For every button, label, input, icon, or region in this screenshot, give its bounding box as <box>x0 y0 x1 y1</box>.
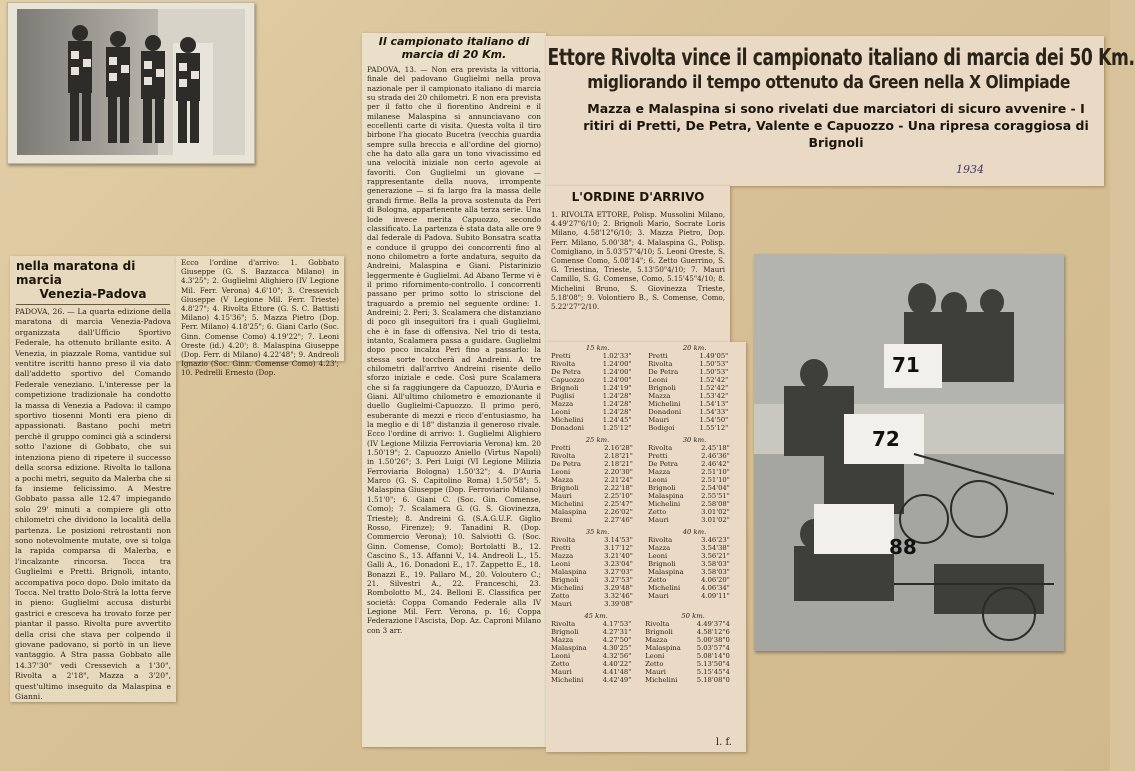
split-time: 3.32'46" <box>604 592 633 600</box>
split-athlete: Malaspina <box>647 568 684 576</box>
handwritten-year: 1934 <box>956 163 984 176</box>
split-row <box>549 676 743 684</box>
split-time: 1.52'42" <box>699 376 729 384</box>
split-athlete: Malaspina <box>551 568 587 576</box>
split-km-label: 15 km. <box>585 344 610 352</box>
split-row <box>549 536 743 544</box>
split-time: 4.40'22" <box>602 660 632 668</box>
split-time: 3.27'53" <box>604 576 633 584</box>
split-athlete: Mazza <box>551 552 574 560</box>
split-athlete: Malaspina <box>551 644 587 652</box>
team-photo-image <box>8 3 254 163</box>
split-athlete: Rivolta <box>647 536 673 544</box>
split-athlete: Leoni <box>647 476 668 484</box>
split-row <box>549 568 743 576</box>
split-time: 3.58'03" <box>701 560 730 568</box>
split-athlete: Mauri <box>551 668 572 676</box>
split-km-label: 20 km. <box>682 344 707 352</box>
split-time: 1.24'28" <box>602 400 632 408</box>
split-time: 1.24'28" <box>602 392 632 400</box>
split-time: 3.46'23" <box>701 536 730 544</box>
team-photo <box>7 2 255 164</box>
split-time: 3.27'03" <box>604 568 633 576</box>
bib-88: 88 <box>889 535 917 559</box>
split-time: 4.17'53" <box>602 620 632 628</box>
split-time: 1.52'42" <box>699 384 729 392</box>
split-time: 2.51'10" <box>701 468 730 476</box>
split-km-label: 30 km. <box>682 436 707 444</box>
split-km-label: 50 km. <box>681 612 705 620</box>
split-athlete: Mauri <box>645 668 666 676</box>
split-time: 1.54'33" <box>699 408 729 416</box>
split-athlete: Rivolta <box>551 452 576 460</box>
split-table <box>549 612 743 684</box>
split-row <box>549 508 743 516</box>
clip-campionato-20km <box>362 33 546 747</box>
split-time: 1.54'50" <box>699 416 729 424</box>
split-athlete: Brignoli <box>645 628 673 636</box>
split-time: 5.13'50"4 <box>696 660 730 668</box>
split-row <box>549 576 743 584</box>
split-athlete: Leoni <box>551 560 571 568</box>
split-row <box>549 460 743 468</box>
split-athlete: De Petra <box>551 368 581 376</box>
split-time: 1.54'13" <box>699 400 729 408</box>
split-row <box>549 668 743 676</box>
split-athlete: Brignoli <box>647 484 676 492</box>
split-row <box>549 584 743 592</box>
split-athlete: Pretti <box>551 544 571 552</box>
race-photo-image <box>754 254 1064 651</box>
split-time: 1.24'19" <box>602 384 632 392</box>
split-athlete: Leoni <box>551 408 571 416</box>
split-time: 1.24'00" <box>602 376 632 384</box>
split-time: 4.42'49" <box>602 676 632 684</box>
split-km-label: 35 km. <box>585 528 610 536</box>
split-athlete: Leoni <box>647 552 668 560</box>
split-time: 3.21'40" <box>604 552 633 560</box>
split-athlete: Brignoli <box>551 384 579 392</box>
split-time: 4.58'12"6 <box>696 628 730 636</box>
split-athlete: Brignoli <box>647 560 676 568</box>
split-athlete: Mazza <box>551 636 574 644</box>
split-athlete: Leoni <box>551 468 571 476</box>
split-athlete: Mazza <box>551 476 574 484</box>
split-row <box>549 660 743 668</box>
split-athlete: Mazza <box>645 636 668 644</box>
split-time: 1.24'28" <box>602 408 632 416</box>
split-time: 2.25'47" <box>604 500 633 508</box>
split-time: 5.08'14"0 <box>696 652 730 660</box>
clip-ordine-50km-title: L'ORDINE D'ARRIVO <box>571 190 705 204</box>
split-athlete: Michelini <box>645 676 678 684</box>
split-athlete: Mauri <box>551 492 572 500</box>
split-athlete: Donadoni <box>551 424 584 432</box>
split-athlete: Leoni <box>551 652 571 660</box>
split-athlete: Malaspina <box>551 508 587 516</box>
split-time: 3.23'04" <box>604 560 633 568</box>
split-time: 4.09'11" <box>701 592 730 600</box>
split-time: 1.02'33" <box>602 352 632 360</box>
split-row <box>549 516 743 524</box>
split-athlete: Michelini <box>647 584 681 592</box>
split-athlete: Malaspina <box>647 492 684 500</box>
split-athlete: Brignoli <box>551 484 579 492</box>
split-athlete: Brignoli <box>551 628 579 636</box>
split-athlete: De Petra <box>647 460 678 468</box>
split-time: 2.20'30" <box>604 468 633 476</box>
clip-maratona-body: PADOVA, 26. — La quarta edizione della maratona di marcia Venezia-Padova organizzata dall'Ufficio Sportivo Federale, ha ottenuto brillante esito. A Venezia, in piazzale Roma, vantidue sul ventitre iscritti hanno preso il via dato dall'addetto sportivo del Comando Federale veneziano. L'interesse per la competizione tradizionale ha condotto la massa di Venezia a Padova: il campo sportivo tiosenni Monti era pieno di appassionati. Bastano pochi metri perchè il gruppo cominci già a scindersi sotto l'azione di Gobbato, che sui intenziona pieno di ripetere il successo della scorsa edizione. Rivolta lo tallona a pochi metri, seguito da Malerba che si fa insieme felicissimo. A Mestre Gobbato passa alle 12.47 impiegando solo 29' minuti a compiere gli otto chilometri che dividono la località della partenza. Le posizioni retrostanti non sono notevolmente mutate, ove si tolga la rapida comparsa di Malerba, e l'incalzante rincorsa. Tocca tra Guglielmi e Pretti. Brignoli, intanto, accompativa poco dopo. Dolo imitato da Tocca. Nel tratto Dolo-Strà la lotta ferve in pieno: Guglielmi accusa disturbi gastrici e cresceva ha trovato forze per piantar il passo. Rivolta pure avvertito della crisi che stava per colpendo il giovane padovano, si portò in un lieve vantaggio. A Stra passa Gobbato alle 14.37'30" vedi Cressevich a 1'30", Rivolta a 2'18", Mazza a 3'20", quest'ultimo inseguito da Malaspina e Gianni. <box>15 307 171 702</box>
split-table <box>549 528 743 608</box>
clip-ordine-maratona-body: Ecco l'ordine d'arrivo: 1. Gobbato Giuseppe (G. S. Bazzacca Milano) in 4.3'25"; 2. Guglielmi Alighiero (IV Legione Mil. Ferr. Verona) 4.6'10"; 3. Cressevich Giuseppe (V Legione Mil. Ferr. Trieste) 4.8'27"; 4. Rivolta Ettore (G. S. C. Battisti Milano) 4.15'36"; 5. Mazza Pietro (Dop. Ferr. Milano) 4.18'25"; 6. Giani Carlo (Soc. Ginn. Comense Como) 4.19'22"; 7. Leoni Oreste (id.) 4.20'; 8. Malaspina Giuseppe (Dop. Ferr. di Milano) 4.22'48"; 9. Andreoli Ignazio (Soc. Ginn. Comense Como) 4.23'; 10. Pedrelli Ernesto (Dop. <box>181 258 339 378</box>
split-row <box>549 408 743 416</box>
split-athlete: Michelini <box>648 400 681 408</box>
split-row <box>549 476 743 484</box>
split-time: 3.39'08" <box>604 600 633 608</box>
split-time: 3.56'21" <box>701 552 730 560</box>
split-time: 3.58'03" <box>701 568 730 576</box>
split-athlete: Rivolta <box>648 360 673 368</box>
split-athlete: Rivolta <box>551 620 576 628</box>
split-km-label: 45 km. <box>584 612 608 620</box>
split-row <box>549 636 743 644</box>
split-athlete: Bremi <box>551 516 572 524</box>
split-time: 5.15'45"4 <box>696 668 730 676</box>
split-athlete: Rivolta <box>645 620 670 628</box>
split-km-label: 40 km. <box>682 528 707 536</box>
split-row <box>549 376 743 384</box>
split-athlete: Leoni <box>645 652 665 660</box>
split-row <box>549 384 743 392</box>
race-photo <box>754 254 1064 651</box>
split-time: 3.01'02" <box>701 516 730 524</box>
split-athlete: Pretti <box>648 352 668 360</box>
split-row <box>549 620 743 628</box>
split-time: 2.25'10" <box>604 492 633 500</box>
split-time: 4.49'37"4 <box>696 620 730 628</box>
clip-50km-subhead: migliorando il tempo ottenuto da Green nella X Olimpiade <box>587 72 1070 93</box>
split-table <box>549 436 743 524</box>
clip-maratona-venezia-padova <box>10 256 176 702</box>
split-athlete: Malaspina <box>645 644 681 652</box>
split-athlete: Zetto <box>551 592 570 600</box>
split-time: 2.16'28" <box>604 444 633 452</box>
split-time: 1.24'00" <box>602 368 632 376</box>
split-row <box>549 468 743 476</box>
split-time: 2.21'24" <box>604 476 633 484</box>
split-time: 2.46'42" <box>701 460 730 468</box>
split-time: 1.50'53" <box>699 368 729 376</box>
split-athlete: Rivolta <box>551 536 576 544</box>
clip-rivolta-50km-headline <box>546 36 1135 186</box>
clip-split-times <box>546 342 746 752</box>
split-athlete: Mazza <box>647 544 671 552</box>
split-row <box>549 352 743 360</box>
split-athlete: Puglisi <box>551 392 575 400</box>
split-km-label: 25 km. <box>585 436 610 444</box>
split-row <box>549 644 743 652</box>
split-athlete: De Petra <box>551 460 581 468</box>
split-row <box>549 652 743 660</box>
split-athlete <box>646 600 699 608</box>
split-row <box>549 544 743 552</box>
split-time: 5.00'38"0 <box>696 636 730 644</box>
split-athlete: De Petra <box>648 368 679 376</box>
split-row <box>549 552 743 560</box>
split-time: 2.27'46" <box>604 516 633 524</box>
split-athlete: Michelini <box>551 584 584 592</box>
split-time: 4.27'50" <box>602 636 632 644</box>
split-time: 1.49'05" <box>699 352 729 360</box>
split-athlete: Mauri <box>647 592 669 600</box>
split-athlete: Bodigoi <box>648 424 675 432</box>
split-athlete: Brignoli <box>551 576 579 584</box>
split-athlete: Pretti <box>647 452 668 460</box>
split-time: 2.51'10" <box>701 476 730 484</box>
clip-20km-body: PADOVA, 13. — Non era prevista la vittoria, finale del padovano Guglielmi nella prova nazionale per il campionato italiano di marcia su strada dei 20 chilometri. E non era prevista per il fatto che il fiorentino Andreini e il milanese Malaspina si annunciavano con eccellenti carte di visita. Questa volta il tiro birbone l'ha giocato Bucetra (vecchia guardia sempre sulla breccia e all'ordine del giorno) che ha dato alla gara un tono vivacissimo ed una velocità iniziale non certo agevole ai favoriti. Con Guglielmi un giovane — rappresentante della nuova, irrompente generazione — si fa largo fra la massa delle grandi firme. Bella la prova sostenuta da Peri di Bologna, appartenente alla terza serie. Una lode invece merita Capuozzo, secondo classificato. La partenza è stata data alle ore 9 dal federale di Padova. Subito Bonsatra scatta e conduce il gruppo dei concorrenti fino al nono chilometro a forte andatura, seguito da Andreini, Malaspina e Giani. Pistarinizio leggermente è Guglielmi. Ad Abano Terme vi è il primo rifornimento-controllo. I concorrenti passano per primo sotto lo striscione del traguardo a premio nel seguente ordine: 1. Andreini; 2. Peri; 3. Scalamera che distanziano di poco gli inseguitori fra i quali Guglielmi, che è in fase di offensiva. Nel trio di testa, intanto, Scalamera passa a guidare. Guglielmi dopo poco incalza Peri fino a passarlo: la stessa sorte toccherà ad Andreini. A tre chilometri dall'arrivo Andreini risente dello sforzo iniziale e cede. Così pure Scalamera che si fa raggiungere da Capuozzo, D'Auria e Giani. All'ultimo chilometro è emozionante il duello Guglielmi-Capuozzo. Il primo però, esuberante di mezzi e ricco d'entusiasmo, ha la meglio e di 18" distanzia il generoso rivale. Ecco l'ordine di arrivo: 1. Guglielmi Alighiero (IV Legione Milizia Ferroviaria Verona) km. 20 1.50'19"; 2. Capuozzo Aniello (Virtus Napoli) in 1.50'26"; 3. Peri Luigi (VI Legione Milizia Ferroviaria Bologna) 1.50'32"; 4. D'Auria Marco (G. S. Capitolino Roma) 1.50'58"; 5. Malaspina Giuseppe (Dop. Ferroviario Milano) 1.51'0"; 6. Giani C. (Soc. Gin. Comense, Como); 7. Scalamera G. (G. S. Giovinezza, Trieste); 8. Andreini G. (S.A.G.U.F. Giglio Rosso, Firenze); 9. Tanadini R. (Dop. Commercio Verona); 10. Salviotti G. (Soc. Ginn. Comense, Como); Bortolatti B., 12. Cascino S., 13. Affanni V., 14. Andreoli L., 15. Galli A., 16. Donadoni E., 17. Zappetto E., 18. Bonazzi E., 19. Pallaro M., 20. Voloutero C.; 21. Silvestri A., 22. Franceschi, 23. Rombolotto M., 24. Belloni E. Classifica per società: Coppa Comando Federale alla IV Legione Mil. Ferr. Verona, p. 16; Coppa Federazione l'Ascista, Dop. Az. Caproni Milano con 3 arr. <box>367 65 541 635</box>
split-row <box>549 452 743 460</box>
signature: l. f. <box>715 737 732 748</box>
split-time: 2.26'02" <box>604 508 633 516</box>
split-time <box>699 600 743 608</box>
split-time: 5.03'57"4 <box>696 644 730 652</box>
split-row <box>549 444 743 452</box>
split-athlete: Zetto <box>647 508 667 516</box>
clip-50km-headline: Ettore Rivolta vince il campionato italiano di marcia dei 50 Km. <box>547 45 1135 71</box>
split-athlete: Mazza <box>551 400 574 408</box>
split-athlete: Michelini <box>551 416 584 424</box>
clip-maratona-subtitle: Venezia-Padova <box>16 287 170 305</box>
split-athlete: Michelini <box>551 676 584 684</box>
split-time: 4.06'20" <box>701 576 730 584</box>
split-row <box>549 360 743 368</box>
clip-50km-deck: Mazza e Malaspina si sono rivelati due marciatori di sicuro avvenire - I ritiri di Pretti, De Petra, Valente e Capuozzo - Una ripresa coraggiosa di Brignoli <box>583 101 1089 150</box>
split-row <box>549 592 743 600</box>
split-row <box>549 500 743 508</box>
split-time: 2.58'08" <box>701 500 730 508</box>
split-table <box>549 344 743 432</box>
split-row <box>549 416 743 424</box>
split-athlete: Rivolta <box>551 360 576 368</box>
clip-maratona-title: nella maratona di marcia <box>16 259 136 287</box>
split-time: 2.55'51" <box>701 492 730 500</box>
split-athlete: Mazza <box>648 392 671 400</box>
split-row <box>549 392 743 400</box>
split-time: 3.54'38" <box>701 544 730 552</box>
split-row <box>549 424 743 432</box>
split-athlete: Michelini <box>551 500 584 508</box>
split-athlete: Pretti <box>551 444 571 452</box>
split-time: 1.55'12" <box>699 424 729 432</box>
split-time: 2.54'04" <box>701 484 730 492</box>
split-time: 3.14'53" <box>604 536 633 544</box>
split-athlete: Zetto <box>645 660 664 668</box>
split-athlete: Pretti <box>551 352 571 360</box>
split-time: 3.01'02" <box>701 508 730 516</box>
split-time: 4.32'56" <box>602 652 632 660</box>
clip-ordine-arrivo-50km <box>546 186 730 342</box>
split-time: 2.22'18" <box>604 484 633 492</box>
split-time: 1.24'45" <box>602 416 632 424</box>
split-row <box>549 600 743 608</box>
split-times-container <box>549 344 743 684</box>
split-athlete: Mauri <box>647 516 669 524</box>
split-time: 4.41'48" <box>602 668 632 676</box>
split-time: 1.50'53" <box>699 360 729 368</box>
split-time: 1.25'12" <box>602 424 632 432</box>
split-time: 2.18'21" <box>604 452 633 460</box>
split-athlete: Donadoni <box>648 408 682 416</box>
split-athlete: Leoni <box>648 376 668 384</box>
split-time: 2.18'21" <box>604 460 633 468</box>
split-time: 4.30'25" <box>602 644 632 652</box>
split-row <box>549 484 743 492</box>
clip-ordine-arrivo-maratona <box>176 256 344 378</box>
split-time: 4.06'34" <box>701 584 730 592</box>
split-time: 4.27'31" <box>602 628 632 636</box>
split-athlete: Zetto <box>647 576 667 584</box>
split-athlete: Zetto <box>551 660 570 668</box>
split-time: 3.17'12" <box>604 544 633 552</box>
bib-71: 71 <box>892 353 920 377</box>
split-time: 3.29'48" <box>604 584 633 592</box>
split-athlete: Brignoli <box>648 384 676 392</box>
split-row <box>549 492 743 500</box>
split-row <box>549 560 743 568</box>
bib-72: 72 <box>872 427 900 451</box>
split-athlete: Mauri <box>648 416 670 424</box>
split-athlete: Mauri <box>551 600 572 608</box>
split-athlete: Mazza <box>647 468 671 476</box>
split-athlete: Rivolta <box>647 444 673 452</box>
split-row <box>549 368 743 376</box>
split-time: 1.53'42" <box>699 392 729 400</box>
split-athlete: Capuozzo <box>551 376 585 384</box>
split-row <box>549 400 743 408</box>
split-athlete: Michelini <box>647 500 681 508</box>
clip-20km-title: Il campionato italiano di marcia di 20 Km. <box>378 35 530 61</box>
clip-ordine-50km-body: 1. RIVOLTA ETTORE, Polisp. Mussolini Milano, 4.49'27"6/10; 2. Brignoli Mario, Socrate Loris Milano, 4.58'12"6/10; 3. Mazza Pietro, Dop. Ferr. Milano, 5.00'38"; 4. Malaspina G., Polisp. Comigliano, in 5.03'57"4/10; 5. Leoni Oreste, S. Comense Como, 5.08'14"; 6. Zetto Guerrino, S. G. Triestina, Trieste, 5.13'50"4/10; 7. Mauri Camillo, S. G. Comense, Como, 5.15'45"4/10; 8. Michelini Bruno, S. Giovinezza Trieste, 5.18'08"; 9. Volontiero B., S. Comense, Como, 5.22'27"2/10. <box>551 210 725 312</box>
split-time: 5.18'08"0 <box>696 676 730 684</box>
split-time: 1.24'00" <box>602 360 632 368</box>
split-time: 2.46'36" <box>701 452 730 460</box>
split-time: 2.45'18" <box>701 444 730 452</box>
split-row <box>549 628 743 636</box>
